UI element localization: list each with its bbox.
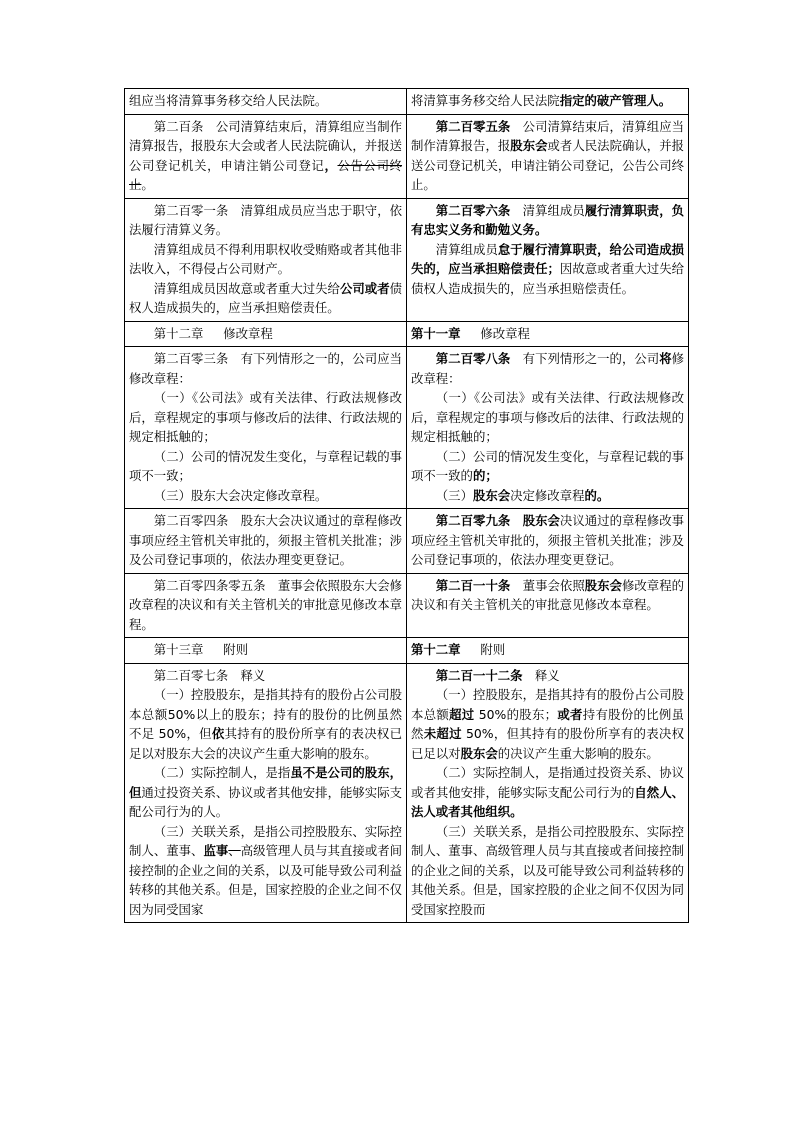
clause-paragraph: 清算组成员因故意或者重大过失给公司或者债权人造成损失的，应当承担赔偿责任。 [129,280,403,315]
revised-clause-cell [407,663,689,923]
original-clause-cell [125,638,407,664]
clause-paragraph: （一）《公司法》或有关法律、行政法规修改后，章程规定的事项与修改后的法律、行政法规的规定相抵触的； [411,390,684,444]
table-body [125,89,689,923]
original-clause-cell [125,321,407,347]
clause-paragraph: （一）《公司法》或有关法律、行政法规修改后，章程规定的事项与修改后的法律、行政法规的规定相抵触的； [129,390,402,444]
original-clause-cell [125,573,407,638]
clause-paragraph: （三）股东会决定修改章程的。 [435,487,610,503]
table-row [125,509,689,574]
table-row [125,114,689,198]
clause-paragraph: 第二百零八条 有下列情形之一的，公司将修改章程： [411,351,685,386]
clause-paragraph: 第二百零五条 公司清算结束后，清算组应当制作清算报告，报股东会或者人民法院确认，并报送公司登记机关，申请注销公司登记，公告公司终止。 [411,118,685,192]
clause-paragraph: 第二百零四条零五条 董事会依照股东大会修改章程的决议和有关主管机关的审批意见修改本章程。 [129,577,402,632]
chapter-heading: 第十一章 修改章程 [411,325,530,341]
original-clause-cell [125,347,407,509]
clause-paragraph: （二）公司的情况发生变化，与章程记载的事项不一致的的； [411,448,684,483]
original-clause-cell [125,198,407,321]
clause-paragraph: 第二百零四条 股东大会决议通过的章程修改事项应经主管机关审批的，须报主管机关批准；涉及公司登记事项的，依法办理变更登记。 [129,513,402,567]
table-row [125,89,689,115]
chapter-heading: 第十二章 修改章程 [153,325,273,341]
clause-paragraph: （一）控股股东，是指其持有的股份占公司股本总额50%以上的股东；持有的股份的比例虽然不足 50%，但依其持有的股份所享有的表决权已足以对股东大会的决议产生重大影响的股东。 [129,687,403,761]
clause-paragraph: 将清算事务移交给人民法院指定的破产管理人。 [411,93,672,108]
table-row [125,638,689,664]
clause-paragraph: （一）控股股东，是指其持有的股份占公司股本总额超过 50%的股东；或者持有股份的比例虽然未超过 50%，但其持有的股份所享有的表决权已足以对股东会的决议产生重大影响的股东。 [411,687,685,761]
clause-paragraph: 第二百零一条 清算组成员应当忠于职守，依法履行清算义务。 [129,202,402,237]
table-row [125,663,689,923]
clause-paragraph: （二）实际控制人，是指通过投资关系、协议或者其他安排，能够实际支配公司行为的自然人、法人或者其他组织。 [411,765,685,819]
chapter-heading: 第十二章 附则 [411,642,506,657]
original-clause-cell [125,663,407,923]
table-row [125,347,689,509]
original-clause-cell [125,509,407,574]
revised-clause-cell [407,198,689,321]
comparison-table [124,88,689,923]
clause-paragraph: （三）关联关系，是指公司控股股东、实际控制人、董事、监事、高级管理人员与其直接或者间接控制的企业之间的关系，以及可能导致公司利益转移的其他关系。但是，国家控股的企业之间不仅因为同受国家 [129,823,403,917]
clause-paragraph: 第二百零六条 清算组成员履行清算职责，负有忠实义务和勤勉义务。 [411,202,685,237]
original-clause-cell [125,114,407,198]
clause-paragraph: 第二百零七条 释义 [153,667,266,683]
revised-clause-cell [407,89,689,115]
clause-paragraph: （三）关联关系，是指公司控股股东、实际控制人、董事、高级管理人员与其直接或者间接控制的企业之间的关系，以及可能导致公司利益转移的其他关系。但是，国家控股的企业之间不仅因为同受国家控股而 [411,823,684,917]
revised-clause-cell [407,321,689,347]
clause-paragraph: 第二百零三条 有下列情形之一的，公司应当修改章程： [129,351,402,386]
revised-clause-cell [407,573,689,638]
table-row [125,321,689,347]
clause-paragraph: 第二百条 公司清算结束后，清算组应当制作清算报告，报股东大会或者人民法院确认，并报送公司登记机关，申请注销公司登记，公告公司终止。 [129,118,403,192]
clause-paragraph: 组应当将清算事务移交给人民法院。 [129,93,328,108]
revised-clause-cell [407,638,689,664]
clause-paragraph: 第二百零九条 股东会决议通过的章程修改事项应经主管机关审批的，须报主管机关批准；涉及公司登记事项的，依法办理变更登记。 [411,513,685,567]
clause-paragraph: 第二百一十条 董事会依照股东会修改章程的决议和有关主管机关的审批意见修改本章程。 [411,577,685,612]
revised-clause-cell [407,509,689,574]
table-row [125,573,689,638]
revised-clause-cell [407,347,689,509]
clause-paragraph: （二）公司的情况发生变化，与章程记载的事项不一致； [129,448,402,483]
clause-paragraph: （三）股东大会决定修改章程。 [153,487,328,503]
clause-paragraph: （二）实际控制人，是指虽不是公司的股东，但通过投资关系、协议或者其他安排，能够实际支配公司行为的人。 [129,765,403,819]
original-clause-cell [125,89,407,115]
revised-clause-cell [407,114,689,198]
table-row [125,198,689,321]
chapter-heading: 第十三章 附则 [153,642,248,657]
clause-paragraph: 清算组成员怠于履行清算职责，给公司造成损失的，应当承担赔偿责任；因故意或者重大过失给债权人造成损失的，应当承担赔偿责任。 [411,241,685,296]
clause-paragraph: 清算组成员不得利用职权收受贿赂或者其他非法收入，不得侵占公司财产。 [129,241,402,276]
clause-paragraph: 第二百一十二条 释义 [435,667,560,683]
